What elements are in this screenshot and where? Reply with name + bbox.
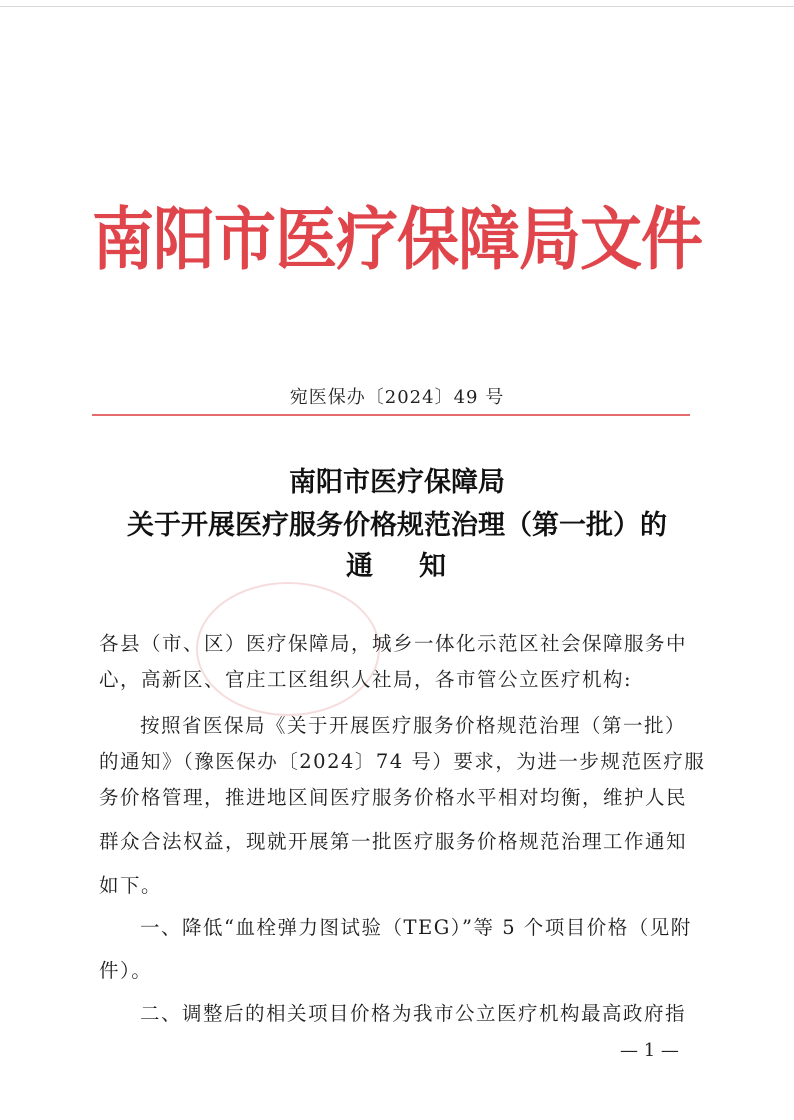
body-line-6: 群众合法权益，现就开展第一批医疗服务价格规范治理工作通知 [99, 830, 688, 853]
masthead-title: 南阳市医疗保障局文件 [91, 199, 702, 280]
top-edge-line [0, 6, 794, 7]
body-line-9: 件）。 [99, 959, 153, 982]
body-line-2: 心，高新区、官庄工区组织人社局，各市管公立医疗机构: [99, 668, 633, 691]
title-char-zhi: 知 [419, 551, 448, 582]
red-separator-line [92, 414, 690, 416]
body-line-1: 各县（市、区）医疗保障局，城乡一体化示范区社会保障服务中 [99, 632, 688, 655]
title-char-tong: 通 [346, 551, 375, 582]
title-line-3 [0, 544, 794, 583]
body-line-10: 二、调整后的相关项目价格为我市公立医疗机构最高政府指 [140, 1002, 687, 1025]
document-number: 宛医保办〔2024〕49 号 [289, 387, 505, 408]
body-line-8: 一、降低“血栓弹力图试验（TEG）”等 5 个项目价格（见附 [140, 916, 692, 939]
title-line-1: 南阳市医疗保障局 [289, 467, 505, 498]
title-line-2: 关于开展医疗服务价格规范治理（第一批）的 [127, 510, 667, 541]
body-line-3: 按照省医保局《关于开展医疗服务价格规范治理（第一批） [140, 714, 687, 737]
page-number: — 1 — [620, 1040, 679, 1061]
body-line-4: 的通知》（豫医保办〔2024〕74 号）要求，为进一步规范医疗服 [99, 750, 706, 773]
body-line-7: 如下。 [99, 874, 163, 897]
body-line-5: 务价格管理，推进地区间医疗服务价格水平相对均衡，维护人民 [99, 786, 688, 809]
